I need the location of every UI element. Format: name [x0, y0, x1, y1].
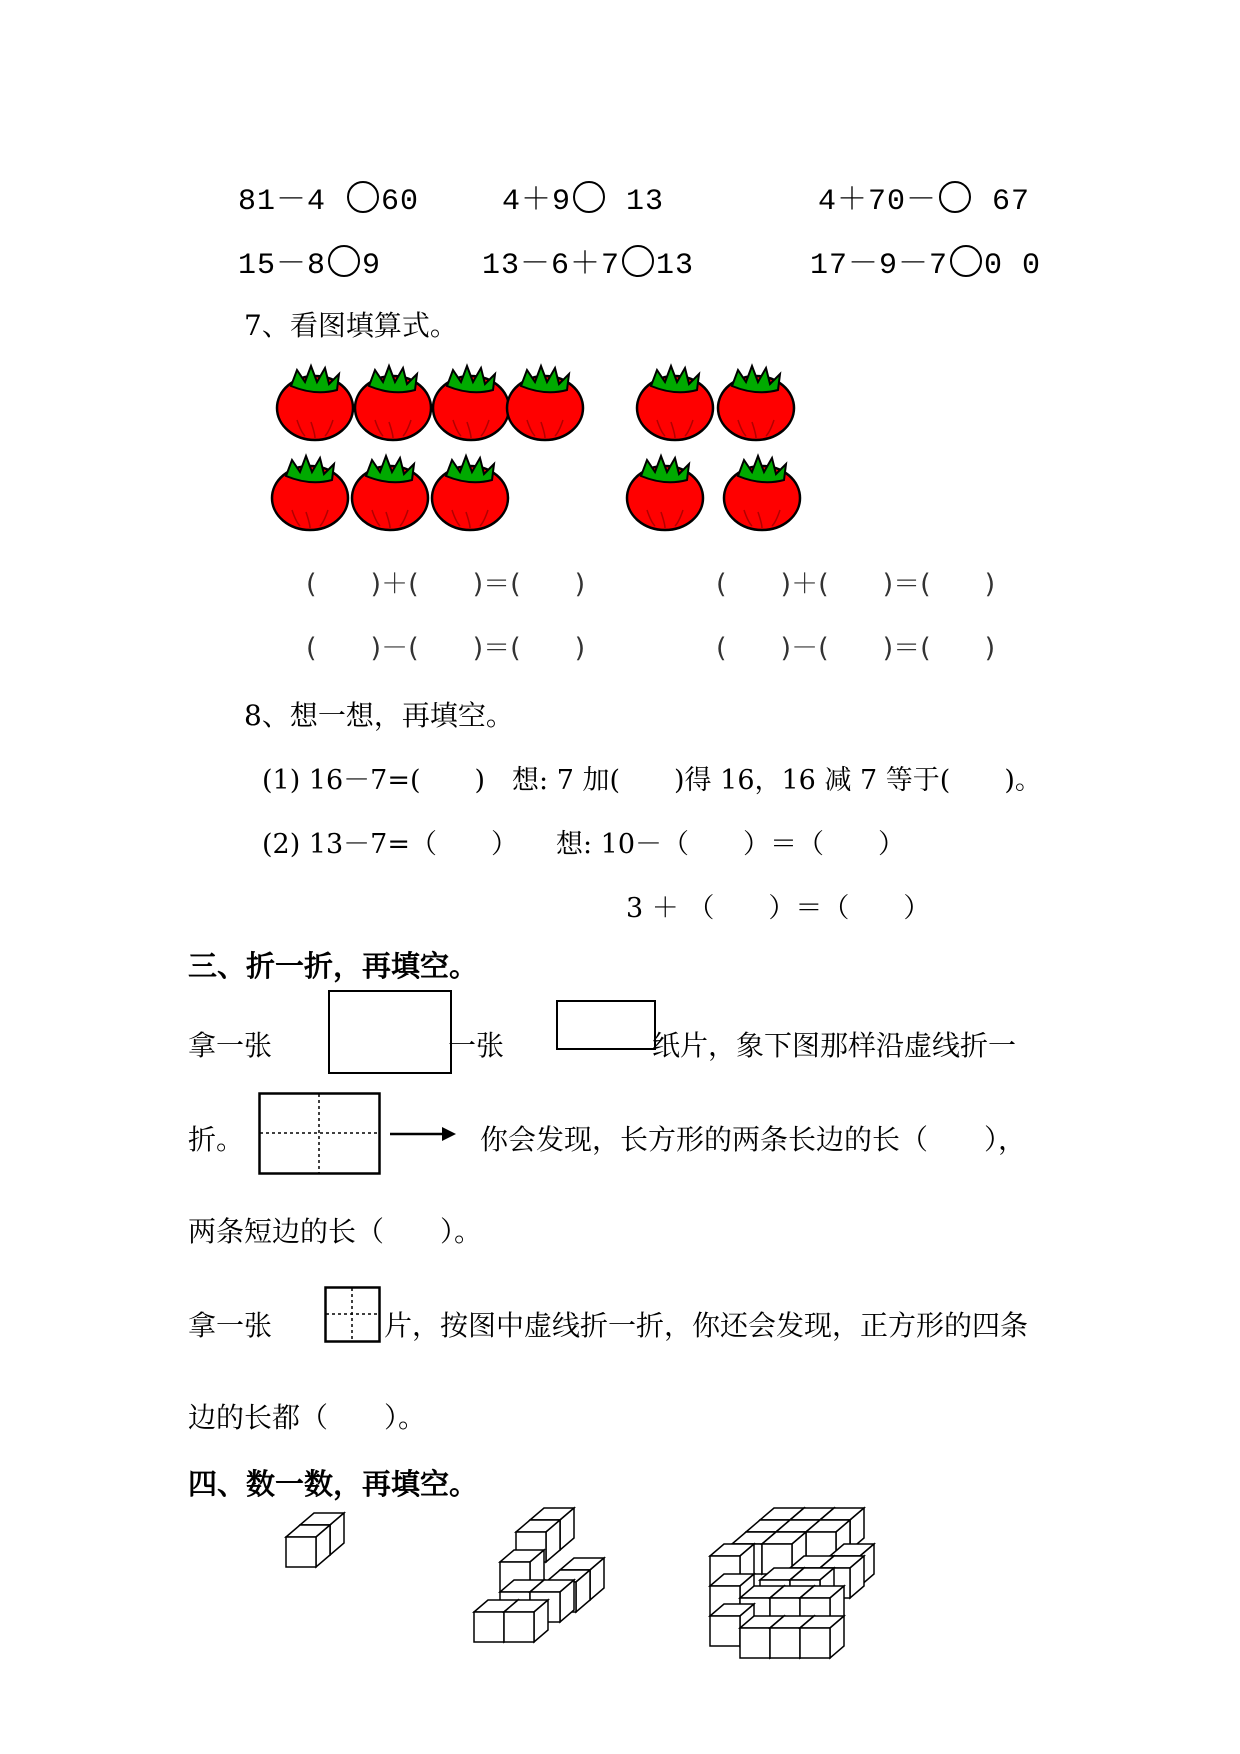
rectangle-paper-icon	[556, 1000, 656, 1050]
q8-line2-right[interactable]: 想: 10－（ ）＝（ ）	[556, 829, 906, 860]
compare-item: 17－9－7 0 0	[810, 238, 1041, 283]
equation-blank[interactable]: ( )＋( )＝( )	[716, 569, 996, 600]
folded-square-icon	[324, 1286, 384, 1346]
q8-line1[interactable]: (1) 16－7=( ) 想: 7 加( )得 16，16 减 7 等于( )。	[262, 765, 1042, 796]
tomato	[507, 366, 583, 440]
q8-line3[interactable]: 3 ＋ （ ）＝（ ）	[626, 893, 931, 924]
tomato	[637, 366, 713, 440]
q8-line2-left[interactable]: (2) 13－7=（ ）	[262, 829, 518, 860]
section-4-title: 四、数一数，再填空。	[188, 1467, 479, 1501]
tomato	[718, 366, 794, 440]
tomato	[627, 456, 703, 530]
tomato-picture	[0, 0, 1240, 600]
cube-figure-3	[710, 1508, 874, 1658]
compare-item: 4＋9 13	[502, 174, 664, 219]
compare-item: 15－8 9	[238, 238, 381, 283]
compare-item: 81－4 60	[238, 174, 419, 219]
sec3-text: 一张	[448, 1029, 505, 1062]
equation-blank[interactable]: ( )－( )＝( )	[716, 633, 996, 664]
tomato	[352, 456, 428, 530]
sec3-text: 拿一张	[188, 1309, 273, 1342]
tomato	[272, 456, 348, 530]
tomato	[724, 456, 800, 530]
sec3-text[interactable]: 两条短边的长（ ）。	[188, 1215, 483, 1248]
compare-item: 13－6＋7 13	[482, 238, 694, 283]
q7-title: 7、看图填算式。	[244, 309, 458, 342]
tomato	[432, 456, 508, 530]
cube-figure-2	[474, 1508, 604, 1642]
cube-figure-1	[286, 1513, 344, 1567]
tomato	[277, 366, 353, 440]
q8-title: 8、想一想，再填空。	[244, 699, 514, 732]
tomato	[355, 366, 431, 440]
sec3-text[interactable]: 边的长都（ ）。	[188, 1401, 427, 1434]
sec3-text: 折。	[188, 1123, 245, 1156]
sec3-text: 拿一张	[188, 1029, 273, 1062]
sec3-text: 纸片，象下图那样沿虚线折一	[652, 1029, 1017, 1062]
sec3-text: 片，按图中虚线折一折，你还会发现，正方形的四条	[384, 1309, 1029, 1342]
cube-figures	[0, 1490, 1240, 1750]
arrow-right-icon	[390, 1124, 460, 1144]
section-3-title: 三、折一折，再填空。	[188, 949, 479, 983]
equation-blank[interactable]: ( )＋( )＝( )	[306, 569, 586, 600]
folded-rectangle-icon	[258, 1092, 398, 1182]
equation-blank[interactable]: ( )－( )＝( )	[306, 633, 586, 664]
tomato	[433, 366, 509, 440]
compare-item: 4＋70－ 67	[818, 174, 1030, 219]
rectangle-paper-icon	[328, 990, 452, 1074]
sec3-text[interactable]: 你会发现，长方形的两条长边的长（ ），	[480, 1123, 1027, 1156]
